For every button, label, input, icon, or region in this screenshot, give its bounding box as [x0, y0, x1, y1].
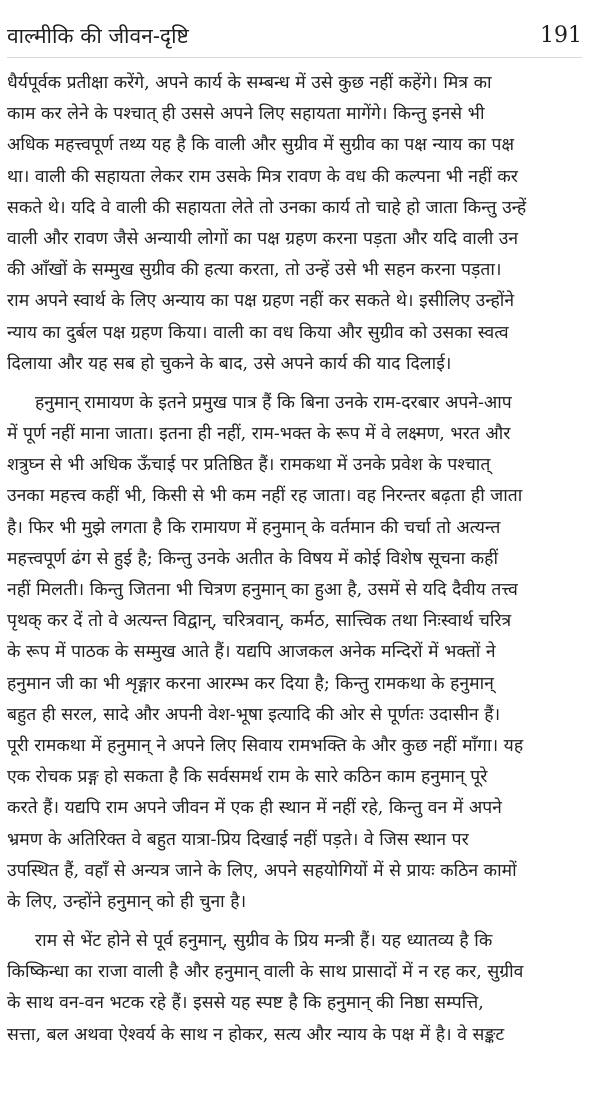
text-line: वाली और रावण जैसे अन्यायी लोगों का पक्ष ग्रहण करना पड़ता और यदि वाली उन [7, 228, 519, 249]
text-line: राम अपने स्वार्थ के लिए अन्याय का पक्ष ग्रहण नहीं कर सकते थे। इसीलिए उन्होंने [7, 291, 515, 312]
text-line: पूरी रामकथा में हनुमान् ने अपने लिए सिवाय रामभक्ति के और कुछ नहीं माँगा। यह [7, 735, 524, 756]
paragraph [7, 68, 582, 380]
text-line: धैर्यपूर्वक प्रतीक्षा करेंगे, अपने कार्य के सम्बन्ध में उसे कुछ नहीं कहेंगे। मित्र का [7, 73, 492, 93]
text-line: करते हैं। यद्यपि राम अपने जीवन में एक ही स्थान में नहीं रहे, किन्तु वन में अपने [7, 798, 502, 819]
text-line: नहीं मिलती। किन्तु जितना भी चित्रण हनुमान् का हुआ है, उसमें से यदि दैवीय तत्त्व [7, 580, 518, 600]
text-line: में पूर्ण नहीं माना जाता। इतना ही नहीं, राम-भक्त के रूप में वे लक्ष्मण, भरत और [7, 424, 511, 445]
text-line: महत्त्वपूर्ण ढंग से हुई है; किन्तु उनके अतीत के विषय में कोई विशेष सूचना कहीं [7, 548, 498, 569]
page-number: 191 [540, 23, 582, 48]
text-line: उपस्थित हैं, वहाँ से अन्यत्र जाने के लिए, अपने सहयोगियों में से प्रायः कठिन कामों [7, 860, 517, 881]
text-line: राम से भेंट होने से पूर्व हनुमान्, सुग्रीव के प्रिय मन्त्री हैं। यह ध्यातव्य है कि [35, 931, 493, 952]
text-line: हनुमान् रामायण के इतने प्रमुख पात्र हैं कि बिना उनके राम-दरबार अपने-आप [35, 392, 512, 413]
text-line: है। फिर भी मुझे लगता है कि रामायण में हनुमान् के वर्तमान की चर्चा तो अत्यन्त [7, 517, 501, 538]
text-line: अधिक महत्त्वपूर्ण तथ्य यह है कि वाली और सुग्रीव में सुग्रीव का पक्ष न्याय का पक्ष [7, 135, 514, 156]
paragraph [7, 388, 582, 918]
paragraph [7, 926, 582, 1051]
text-line: शत्रुघ्न से भी अधिक ऊँचाई पर प्रतिष्ठित हैं। रामकथा में उनके प्रवेश के पश्चात् [7, 455, 491, 476]
running-title: वाल्मीकि की जीवन-दृष्टि [7, 24, 189, 48]
text-line: काम कर लेने के पश्चात् ही उससे अपने लिए सहायता मागेंगे। किन्तु इनसे भी [7, 104, 485, 125]
text-line: भ्रमण के अतिरिक्त वे बहुत यात्रा-प्रिय दिखाई नहीं पड़ते। वे जिस स्थान पर [7, 829, 469, 850]
text-line: के रूप में पाठक के सम्मुख आते हैं। यद्यपि आजकल अनेक मन्दिरों में भक्तों ने [7, 642, 496, 663]
text-line: उनका महत्त्व कहीं भी, किसी से भी कम नहीं रह जाता। वह निरन्तर बढ़ता ही जाता [7, 486, 523, 507]
text-line: दिलाया और यह सब हो चुकने के बाद, उसे अपने कार्य की याद दिलाई। [7, 353, 452, 374]
text-line: के लिए, उन्होंने हनुमान् को ही चुना है। [7, 891, 247, 912]
text-line: किष्किन्धा का राजा वाली है और हनुमान् वाली के साथ प्रासादों में न रह कर, सुग्रीव [7, 962, 524, 983]
body-text [7, 68, 582, 1051]
text-line: एक रोचक प्रङ्ग हो सकता है कि सर्वसमर्थ राम के सारे कठिन काम हनुमान् पूरे [7, 767, 488, 788]
text-line: पृथक् कर दें तो वे अत्यन्त विद्वान्, चरित्रवान्, कर्मठ, सात्त्विक तथा निःस्वार्थ चरित्र [7, 611, 512, 632]
text-line: बहुत ही सरल, सादे और अपनी वेश-भूषा इत्यादि की ओर से पूर्णतः उदासीन हैं। [7, 704, 501, 725]
page-header [7, 22, 582, 58]
text-line: सत्ता, बल अथवा ऐश्वर्य के साथ न होकर, सत्य और न्याय के पक्ष में है। वे सङ्कट [7, 1024, 505, 1045]
text-line: न्याय का दुर्बल पक्ष ग्रहण किया। वाली का वध किया और सुग्रीव को उसका स्वत्व [7, 322, 509, 343]
text-line: सकते थे। यदि वे वाली की सहायता लेते तो उनका कार्य तो चाहे हो जाता किन्तु उन्हें [7, 197, 527, 218]
text-line: हनुमान जी का भी शृङ्गार करना आरम्भ कर दिया है; किन्तु रामकथा के हनुमान् [7, 673, 494, 694]
text-line: था। वाली की सहायता लेकर राम उसके मित्र रावण के वध की कल्पना भी नहीं कर [7, 166, 518, 187]
text-line: की आँखों के सम्मुख सुग्रीव की हत्या करता, तो उन्हें उसे भी सहन करना पड़ता। [7, 260, 502, 281]
text-line: के साथ वन-वन भटक रहे हैं। इससे यह स्पष्ट है कि हनुमान् की निष्ठा सम्पत्ति, [7, 993, 484, 1014]
